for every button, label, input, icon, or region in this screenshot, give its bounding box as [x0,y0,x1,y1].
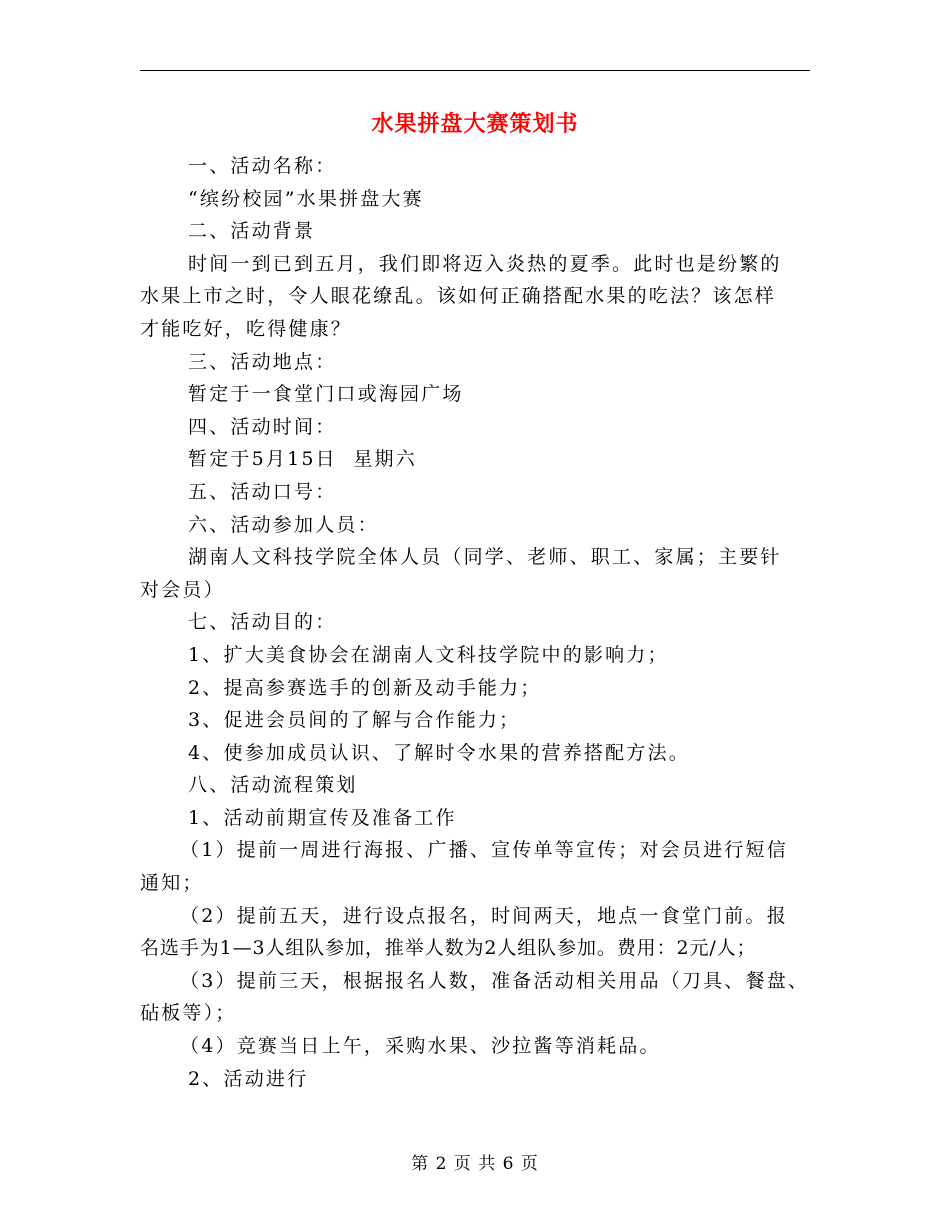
purpose-item-2: 2、提高参赛选手的创新及动手能力； [188,676,542,699]
section-heading-purpose: 七、活动目的： [188,611,337,634]
process-step-1-item-3-line-1: （3）提前三天，根据报名人数，准备活动相关用品（刀具、餐盘、 [180,969,810,992]
participants-line-2: 对会员） [140,578,225,601]
process-step-1-item-2-line-1: （2）提前五天，进行设点报名，时间两天，地点一食堂门前。报 [180,904,788,927]
time-text: 暂定于5月15日 星期六 [188,448,417,471]
activity-name-text: “缤纷校园”水果拼盘大赛 [188,187,424,210]
section-heading-background: 二、活动背景 [188,220,316,243]
location-text: 暂定于一食堂门口或海园广场 [188,383,464,406]
section-heading-location: 三、活动地点： [188,350,337,373]
background-line-3: 才能吃好，吃得健康？ [140,317,353,340]
page-number-footer: 第 2 页 共 6 页 [411,1154,539,1174]
document-body [140,150,810,1095]
background-line-1: 时间一到已到五月，我们即将迈入炎热的夏季。此时也是纷繁的 [188,252,782,275]
process-step-2-heading: 2、活动进行 [188,1067,309,1090]
document-title: 水果拼盘大赛策划书 [371,111,579,137]
section-heading-activity-name: 一、活动名称： [188,155,337,177]
process-step-1-item-2-line-2: 名选手为1—3人组队参加，推举人数为2人组队参加。费用：2元/人； [140,937,757,960]
purpose-item-4: 4、使参加成员认识、了解时令水果的营养搭配方法。 [188,741,690,764]
purpose-item-3: 3、促进会员间的了解与合作能力； [188,709,521,732]
section-heading-participants: 六、活动参加人员： [188,513,379,536]
process-step-1-item-1-line-2: 通知； [140,872,204,895]
section-heading-time: 四、活动时间： [188,415,337,438]
process-step-1-item-3-line-2: 砧板等）； [140,1002,237,1025]
process-step-1-item-4: （4）竞赛当日上午，采购水果、沙拉酱等消耗品。 [180,1035,661,1058]
section-heading-slogan: 五、活动口号： [188,480,337,503]
background-line-2: 水果上市之时，令人眼花缭乱。该如何正确搭配水果的吃法？该怎样 [140,285,777,308]
purpose-item-1: 1、扩大美食协会在湖南人文科技学院中的影响力； [188,643,669,666]
process-step-1-heading: 1、活动前期宣传及准备工作 [188,806,457,829]
header-rule [140,70,810,71]
section-heading-process: 八、活动流程策划 [188,774,358,797]
participants-line-1: 湖南人文科技学院全体人员（同学、老师、职工、家属；主要针 [188,546,782,569]
process-step-1-item-1-line-1: （1）提前一周进行海报、广播、宣传单等宣传；对会员进行短信 [180,839,788,862]
